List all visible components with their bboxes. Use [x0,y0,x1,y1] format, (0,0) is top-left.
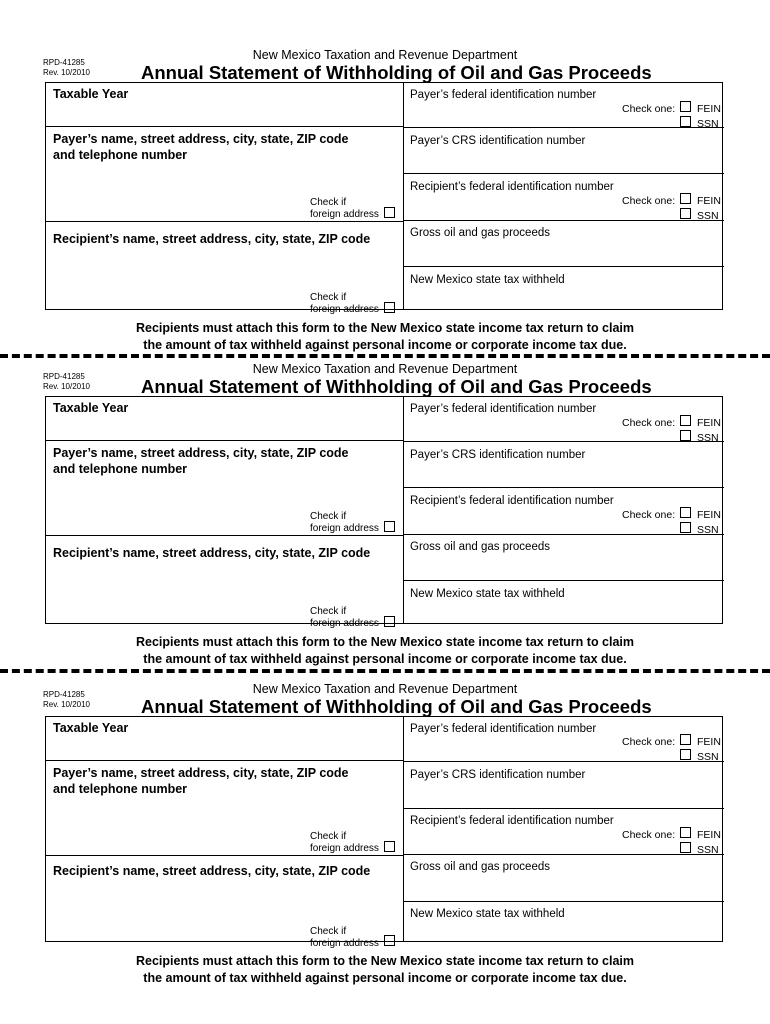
payer-name-line1: Payer’s name, street address, city, state, ZIP code [53,766,349,780]
ssn-label: SSN [697,844,719,856]
check-one-label: Check one: [622,195,676,207]
payer-crs-id-label: Payer’s CRS identification number [410,135,586,147]
recipient-name-label: Recipient’s name, street address, city, state, ZIP code [53,864,371,878]
taxable-year-label: Taxable Year [53,401,129,415]
check-if-text: Check if [310,511,347,522]
department-name: New Mexico Taxation and Revenue Department [252,48,518,62]
divider [46,221,403,222]
gross-proceeds-label: Gross oil and gas proceeds [410,541,550,553]
divider [403,901,724,902]
nm-tax-withheld-label: New Mexico state tax withheld [410,588,565,600]
footer-instructions [0,634,770,668]
recipient-ssn-checkbox[interactable] [680,842,691,853]
divider [403,487,724,488]
form-title: Annual Statement of Withholding of Oil and Gas Proceeds [141,696,652,717]
check-one-label: Check one: [622,829,676,841]
gross-proceeds-label: Gross oil and gas proceeds [410,227,550,239]
footer-line1: Recipients must attach this form to the New Mexico state income tax return to claim [135,635,635,649]
recipient-foreign-label [310,926,379,950]
recipient-fein-checkbox[interactable] [680,507,691,518]
payer-foreign-label [310,197,379,221]
payer-fein-checkbox[interactable] [680,101,691,112]
ssn-label: SSN [697,210,719,222]
divider [46,126,403,127]
nm-tax-withheld-label: New Mexico state tax withheld [410,908,565,920]
fein-label: FEIN [697,736,721,748]
column-divider [403,717,404,941]
revision-date: Rev. 10/2010 [43,68,90,77]
form-title: Annual Statement of Withholding of Oil and Gas Proceeds [141,62,652,83]
payer-foreign-label [310,511,379,535]
ssn-label: SSN [697,118,719,130]
recipient-ssn-checkbox[interactable] [680,522,691,533]
divider [403,534,724,535]
check-if-text: Check if [310,606,347,617]
divider [403,761,724,762]
department-name: New Mexico Taxation and Revenue Department [252,682,518,696]
cut-line [0,669,770,673]
recipient-federal-id-label: Recipient’s federal identification number [410,495,614,507]
divider [403,173,724,174]
divider [46,440,403,441]
check-if-text: Check if [310,292,347,303]
nm-tax-withheld-label: New Mexico state tax withheld [410,274,565,286]
footer-line2: the amount of tax withheld against personal income or corporate income tax due. [143,652,627,666]
fein-label: FEIN [697,195,721,207]
payer-ssn-checkbox[interactable] [680,749,691,760]
divider [403,220,724,221]
recipient-name-label: Recipient’s name, street address, city, state, ZIP code [53,232,371,246]
divider [403,441,724,442]
divider [403,266,724,267]
payer-foreign-checkbox[interactable] [384,521,395,532]
payer-name-line1: Payer’s name, street address, city, state, ZIP code [53,446,349,460]
payer-crs-id-label: Payer’s CRS identification number [410,449,586,461]
recipient-federal-id-label: Recipient’s federal identification number [410,181,614,193]
payer-federal-id-label: Payer’s federal identification number [410,723,597,735]
recipient-foreign-checkbox[interactable] [384,616,395,627]
payer-federal-id-label: Payer’s federal identification number [410,89,597,101]
fein-label: FEIN [697,829,721,841]
recipient-federal-id-label: Recipient’s federal identification number [410,815,614,827]
foreign-address-text: foreign address [310,304,379,315]
foreign-address-text: foreign address [310,209,379,220]
recipient-fein-checkbox[interactable] [680,193,691,204]
fein-label: FEIN [697,417,721,429]
check-if-text: Check if [310,831,347,842]
divider [46,535,403,536]
payer-name-line1: Payer’s name, street address, city, state, ZIP code [53,132,349,146]
ssn-label: SSN [697,524,719,536]
divider [403,854,724,855]
recipient-ssn-checkbox[interactable] [680,208,691,219]
payer-foreign-label [310,831,379,855]
payer-fein-checkbox[interactable] [680,734,691,745]
payer-name-line2: and telephone number [53,782,188,796]
column-divider [403,83,404,309]
ssn-label: SSN [697,432,719,444]
footer-instructions [0,953,770,987]
payer-ssn-checkbox[interactable] [680,116,691,127]
recipient-foreign-label [310,606,379,630]
form-grid [45,716,723,949]
footer-line2: the amount of tax withheld against personal income or corporate income tax due. [143,338,627,352]
footer-line2: the amount of tax withheld against personal income or corporate income tax due. [143,971,627,985]
recipient-foreign-checkbox[interactable] [384,302,395,313]
check-one-label: Check one: [622,736,676,748]
column-divider [403,397,404,623]
recipient-fein-checkbox[interactable] [680,827,691,838]
cut-line [0,354,770,358]
payer-foreign-checkbox[interactable] [384,841,395,852]
check-one-label: Check one: [622,417,676,429]
check-if-text: Check if [310,926,347,937]
department-name: New Mexico Taxation and Revenue Department [252,362,518,376]
ssn-label: SSN [697,751,719,763]
payer-federal-id-label: Payer’s federal identification number [410,403,597,415]
divider [403,127,724,128]
taxable-year-label: Taxable Year [53,87,129,101]
payer-crs-id-label: Payer’s CRS identification number [410,769,586,781]
payer-name-label [53,765,349,797]
divider [46,855,403,856]
form-number: RPD-41285 [43,690,85,699]
check-one-label: Check one: [622,103,676,115]
payer-name-line2: and telephone number [53,462,188,476]
footer-line1: Recipients must attach this form to the New Mexico state income tax return to claim [135,954,635,968]
fein-label: FEIN [697,103,721,115]
form-grid [45,396,723,629]
revision-date: Rev. 10/2010 [43,382,90,391]
payer-name-label [53,445,349,477]
form-number: RPD-41285 [43,58,85,67]
recipient-foreign-checkbox[interactable] [384,935,395,946]
payer-name-label [53,131,349,163]
form-title: Annual Statement of Withholding of Oil and Gas Proceeds [141,376,652,397]
footer-instructions [0,320,770,354]
divider [403,580,724,581]
check-if-text: Check if [310,197,347,208]
check-one-label: Check one: [622,509,676,521]
fein-label: FEIN [697,509,721,521]
revision-date: Rev. 10/2010 [43,700,90,709]
payer-name-line2: and telephone number [53,148,188,162]
payer-fein-checkbox[interactable] [680,415,691,426]
form-number: RPD-41285 [43,372,85,381]
foreign-address-text: foreign address [310,938,379,949]
recipient-name-label: Recipient’s name, street address, city, state, ZIP code [53,546,371,560]
recipient-foreign-label [310,292,379,316]
foreign-address-text: foreign address [310,523,379,534]
form-grid [45,82,723,315]
footer-line1: Recipients must attach this form to the New Mexico state income tax return to claim [135,321,635,335]
foreign-address-text: foreign address [310,843,379,854]
payer-ssn-checkbox[interactable] [680,430,691,441]
foreign-address-text: foreign address [310,618,379,629]
payer-foreign-checkbox[interactable] [384,207,395,218]
gross-proceeds-label: Gross oil and gas proceeds [410,861,550,873]
taxable-year-label: Taxable Year [53,721,129,735]
divider [403,808,724,809]
divider [46,760,403,761]
